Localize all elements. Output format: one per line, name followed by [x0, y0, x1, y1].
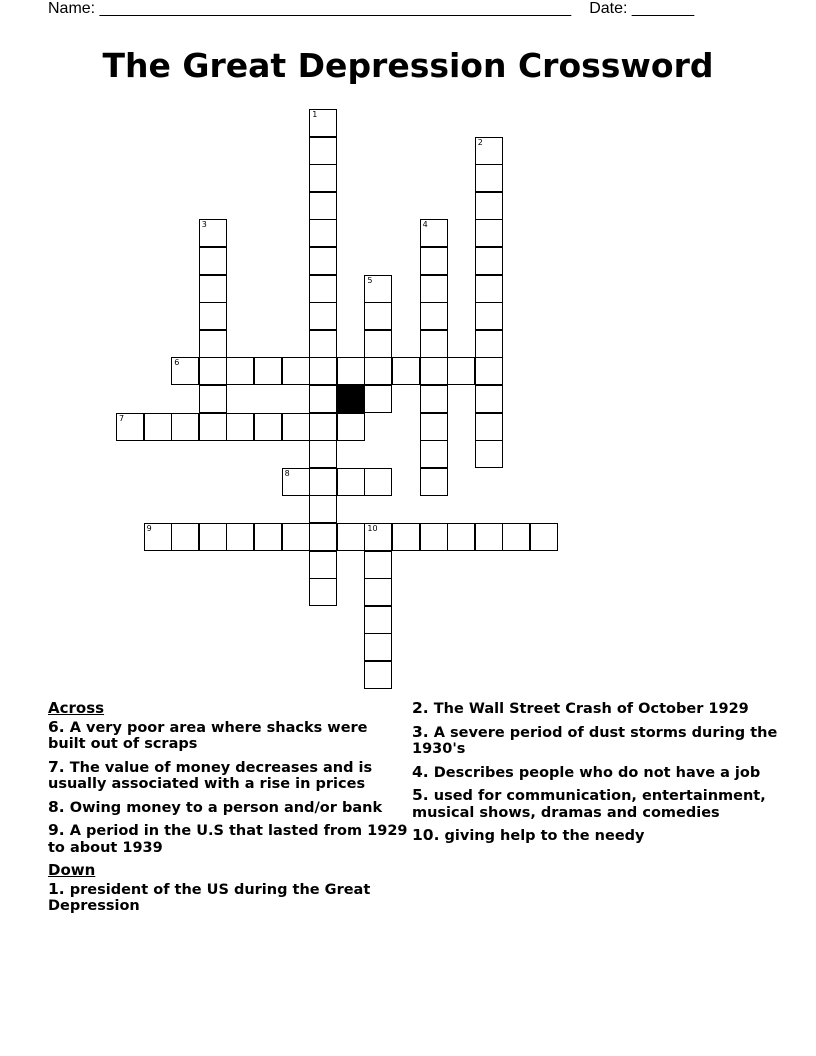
grid-cell[interactable] [310, 524, 336, 550]
grid-cell[interactable] [365, 552, 391, 578]
clue-number: 5 [367, 275, 373, 285]
grid-cell[interactable] [421, 220, 447, 246]
clue-number: 1 [312, 110, 318, 119]
grid-cell[interactable] [365, 662, 391, 688]
grid-cell[interactable] [200, 414, 226, 440]
grid-cell[interactable] [310, 248, 336, 274]
grid-cell[interactable] [310, 110, 336, 136]
grid-cell[interactable] [255, 414, 281, 440]
black-cell [338, 386, 364, 412]
grid-cell[interactable] [421, 524, 447, 550]
grid-cell[interactable] [476, 358, 502, 384]
clue-number: 8 [284, 468, 290, 478]
clues-left-column [48, 700, 408, 921]
page-title: The Great Depression Crossword [102, 46, 714, 85]
date-field[interactable]: _______ [631, 0, 695, 17]
grid-cell[interactable] [310, 303, 336, 329]
grid-cell[interactable] [421, 441, 447, 467]
clue-across-7: 7. The value of money decreases and is usually associated with a rise in prices [48, 757, 373, 792]
grid-cell[interactable] [172, 524, 198, 550]
grid-cell[interactable] [365, 303, 391, 329]
grid-cell[interactable] [476, 331, 502, 357]
grid-cell[interactable] [200, 331, 226, 357]
grid-cell[interactable] [476, 524, 502, 550]
clue-down-5: 5. used for communication, entertainment, musical shows, dramas and comedies [412, 786, 766, 821]
clue-down-10: 10. giving help to the needy [412, 826, 645, 844]
grid-cell[interactable] [476, 193, 502, 219]
grid-cell[interactable] [365, 358, 391, 384]
grid-cell[interactable] [476, 441, 502, 467]
grid-cell[interactable] [283, 414, 309, 440]
grid-cell[interactable] [310, 358, 336, 384]
grid-cell[interactable] [476, 138, 502, 164]
grid-cell[interactable] [310, 552, 336, 578]
grid-cell[interactable] [227, 414, 253, 440]
grid-cell[interactable] [365, 607, 391, 633]
grid-cell[interactable] [145, 414, 171, 440]
grid-cell[interactable] [421, 469, 447, 495]
grid-cell[interactable] [310, 276, 336, 302]
across-heading: Across [48, 699, 105, 717]
grid-cell[interactable] [310, 331, 336, 357]
grid-cell[interactable] [476, 248, 502, 274]
grid-cell[interactable] [365, 634, 391, 660]
grid-cell[interactable] [365, 469, 391, 495]
grid-cell[interactable] [365, 579, 391, 605]
clue-number: 4 [422, 220, 428, 230]
clue-down-2: 2. The Wall Street Crash of October 1929 [412, 699, 749, 717]
grid-cell[interactable] [365, 386, 391, 412]
grid-cell[interactable] [200, 303, 226, 329]
grid-cell[interactable] [310, 138, 336, 164]
clue-number: 3 [201, 220, 207, 230]
clue-number: 2 [477, 137, 483, 147]
name-label: Name: [48, 0, 100, 17]
clue-down-3: 3. A severe period of dust storms during the 1930's [412, 722, 778, 757]
grid-cell[interactable] [476, 303, 502, 329]
down-heading: Down [48, 861, 96, 879]
clue-across-6: 6. A very poor area where shacks were built out of scraps [48, 717, 368, 752]
grid-cell[interactable] [338, 358, 364, 384]
grid-cell[interactable] [172, 358, 198, 384]
grid-cell[interactable] [283, 469, 309, 495]
grid-cell[interactable] [310, 193, 336, 219]
grid-cell[interactable] [448, 358, 474, 384]
grid-cell[interactable] [310, 165, 336, 191]
grid-cell[interactable] [200, 220, 226, 246]
grid-cell[interactable] [310, 579, 336, 605]
grid-cell[interactable] [421, 276, 447, 302]
grid-cell[interactable] [200, 386, 226, 412]
grid-cell[interactable] [200, 276, 226, 302]
date-label: Date: [589, 0, 632, 17]
grid-cell[interactable] [200, 248, 226, 274]
clue-number: 6 [174, 358, 180, 368]
clue-down-1: 1. president of the US during the Great Depression [48, 879, 371, 914]
grid-cell[interactable] [200, 524, 226, 550]
grid-cell[interactable] [310, 441, 336, 467]
clue-number: 9 [146, 524, 152, 533]
grid-cell[interactable] [227, 524, 253, 550]
grid-cell[interactable] [145, 524, 171, 550]
grid-cell[interactable] [310, 469, 336, 495]
grid-cell[interactable] [476, 276, 502, 302]
clue-down-4: 4. Describes people who do not have a job [412, 762, 761, 781]
grid-cell[interactable] [338, 469, 364, 495]
clue-number: 10 [367, 524, 378, 533]
grid-cell[interactable] [310, 386, 336, 412]
grid-cell[interactable] [531, 524, 557, 550]
grid-cell[interactable] [476, 220, 502, 246]
grid-cell[interactable] [227, 358, 253, 384]
grid-cell[interactable] [310, 496, 336, 522]
clues-right-column [412, 700, 782, 851]
grid-cell[interactable] [365, 331, 391, 357]
grid-cell[interactable] [421, 414, 447, 440]
grid-cell[interactable] [448, 524, 474, 550]
grid-cell[interactable] [310, 220, 336, 246]
grid-cell[interactable] [310, 414, 336, 440]
grid-cell[interactable] [117, 414, 143, 440]
grid-cell[interactable] [393, 524, 419, 550]
clue-across-8: 8. Owing money to a person and/or bank [48, 797, 383, 816]
grid-cell[interactable] [283, 524, 309, 550]
grid-cell[interactable] [421, 386, 447, 412]
grid-cell[interactable] [200, 358, 226, 384]
grid-cell[interactable] [255, 358, 281, 384]
clue-number: 7 [119, 413, 125, 423]
grid-cell[interactable] [172, 414, 198, 440]
grid-cell[interactable] [421, 248, 447, 274]
name-field[interactable]: _____________________________________________________ [99, 0, 572, 17]
grid-cell[interactable] [365, 524, 391, 550]
grid-cell[interactable] [255, 524, 281, 550]
grid-cell[interactable] [421, 303, 447, 329]
clue-across-9: 9. A period in the U.S that lasted from 1929 to about 1939 [48, 821, 408, 856]
grid-cell[interactable] [476, 386, 502, 412]
grid-cell[interactable] [421, 358, 447, 384]
grid-cell[interactable] [283, 358, 309, 384]
grid-cell[interactable] [421, 331, 447, 357]
grid-cell[interactable] [503, 524, 529, 550]
grid-cell[interactable] [476, 165, 502, 191]
grid-cell[interactable] [476, 414, 502, 440]
grid-cell[interactable] [338, 414, 364, 440]
grid-cell[interactable] [393, 358, 419, 384]
grid-cell[interactable] [338, 524, 364, 550]
grid-cell[interactable] [365, 276, 391, 302]
